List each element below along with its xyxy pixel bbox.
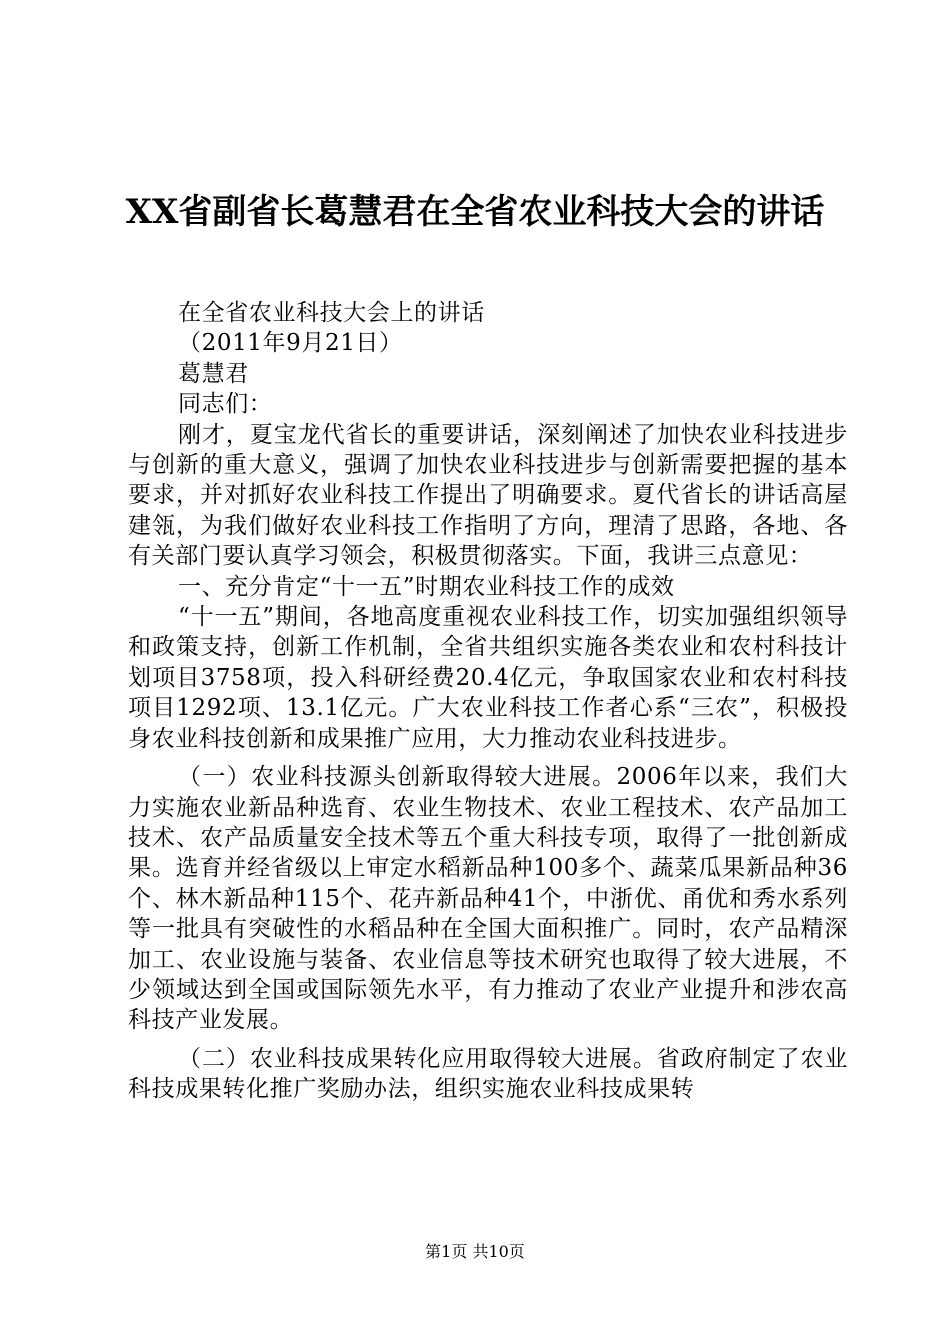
document-body (128, 298, 848, 1105)
speech-date: （2011年9月21日） (178, 330, 403, 357)
page-footer: 第1页 共10页 (425, 1242, 525, 1261)
section-heading: 一、充分肯定“十一五”时期农业科技工作的成效 (178, 573, 675, 600)
salutation: 同志们： (178, 391, 273, 418)
speaker-name: 葛慧君 (178, 360, 249, 387)
body-paragraph: “十一五”期间，各地高度重视农业科技工作，切实加强组织领导和政策支持，创新工作机制，全省共组织实施各类农业和农村科技计划项目3758项，投入科研经费20.4亿元，争取国家农业和农村科技项目1292项、13.1亿元。广大农业科技工作者心系“三农”，积极投身农业科技创新和成果推广应用，大力推动农业科技进步。 (128, 604, 848, 752)
body-paragraph: （一）农业科技源头创新取得较大进展。2006年以来，我们大力实施农业新品种选育、农业生物技术、农业工程技术、农产品加工技术、农产品质量安全技术等五个重大科技专项，取得了一批创新成果。选育并经省级以上审定水稻新品种100多个、蔬菜瓜果新品种36个、林木新品种115个、花卉新品种41个，中浙优、甬优和秀水系列等一批具有突破性的水稻品种在全国大面积推广。同时，农产品精深加工、农业设施与装备、农业信息等技术研究也取得了较大进展，不少领域达到全国或国际领先水平，有力推动了农业产业提升和涉农高科技产业发展。 (128, 764, 848, 1034)
body-paragraph: （二）农业科技成果转化应用取得较大进展。省政府制定了农业科技成果转化推广奖励办法，组织实施农业科技成果转 (128, 1045, 848, 1103)
document-title: XX省副省长葛慧君在全省农业科技大会的讲话 (125, 192, 825, 232)
body-paragraph: 刚才，夏宝龙代省长的重要讲话，深刻阐述了加快农业科技进步与创新的重大意义，强调了加快农业科技进步与创新需要把握的基本要求，并对抓好农业科技工作提出了明确要求。夏代省长的讲话高屋建瓴，为我们做好农业科技工作指明了方向，理清了思路，各地、各有关部门要认真学习领会，积极贯彻落实。下面，我讲三点意见： (128, 421, 848, 570)
speech-heading: 在全省农业科技大会上的讲话 (178, 300, 485, 326)
